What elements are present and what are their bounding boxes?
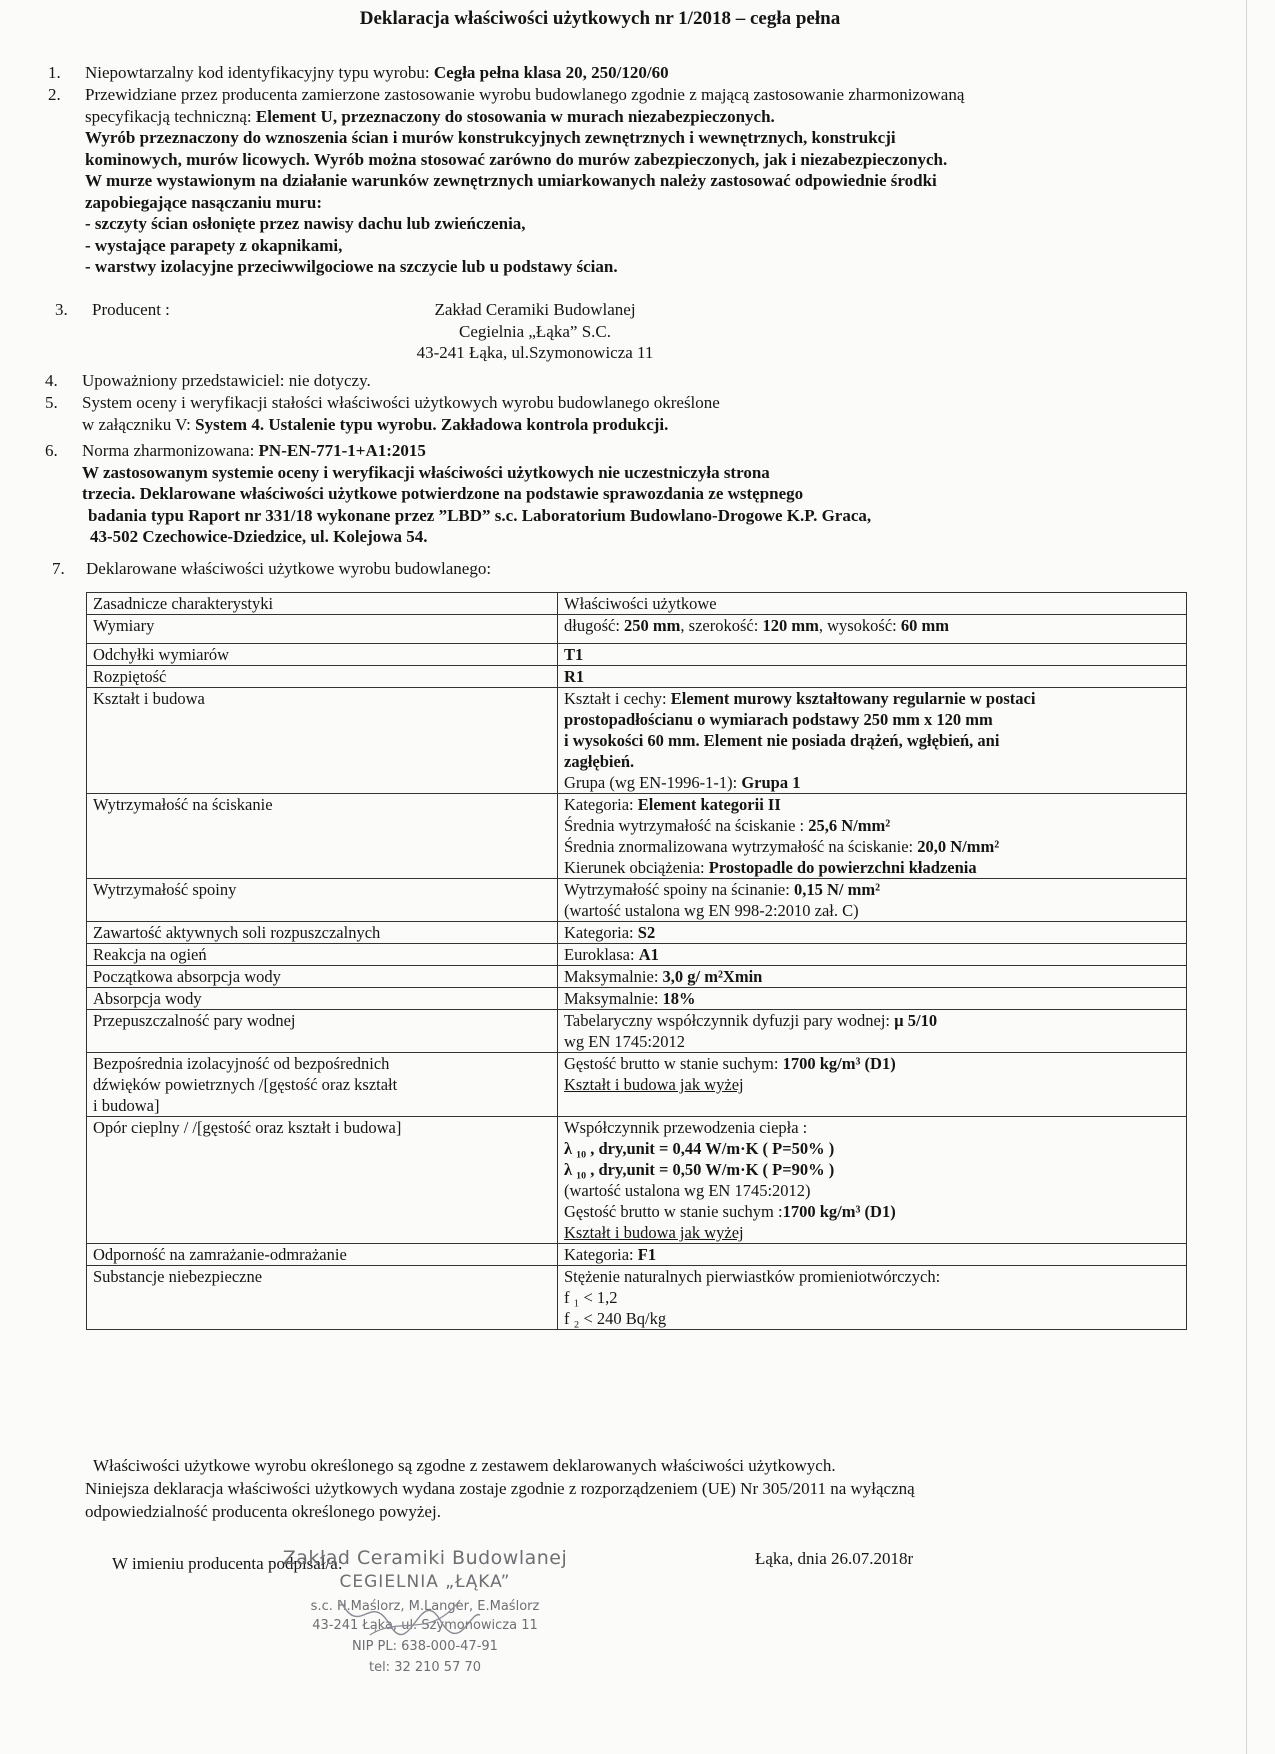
stamp-line: CEGIELNIA „ŁĄKA” <box>339 1572 511 1592</box>
item-number: 7. <box>52 559 65 578</box>
value-line <box>564 1053 1180 1074</box>
value-bold: 25,6 N/mm² <box>808 816 891 835</box>
item-6-text: Norma zharmonizowana: <box>82 441 259 460</box>
value-text: Gęstość brutto w stanie suchym : <box>564 1202 783 1221</box>
value-text: , wysokość: <box>818 616 901 635</box>
stamp-line: tel: 32 210 57 70 <box>368 1660 482 1675</box>
place-date: Łąka, dnia 26.07.2018r <box>755 1549 914 1568</box>
value-bold: 18% <box>662 989 696 1008</box>
item-number: 5. <box>45 393 58 412</box>
value-line: Stężenie naturalnych pierwiastków promieniotwórczych: <box>564 1267 941 1286</box>
value-bold: 20,0 N/mm² <box>917 837 1000 856</box>
value-text: Maksymalnie: <box>564 989 663 1008</box>
value-text: Średnia wytrzymałość na ściskanie : <box>564 816 809 835</box>
stamp-line: NIP PL: 638-000-47-91 <box>352 1639 498 1654</box>
value-text: Kategoria: <box>564 795 638 814</box>
value-bold: A1 <box>638 945 659 964</box>
value-bold: Grupa 1 <box>741 773 801 792</box>
label-line: Bezpośrednia izolacyjność od bezpośrednich <box>93 1054 390 1073</box>
row-value <box>558 688 1187 794</box>
value-bold: 0,15 N/ mm² <box>793 880 881 899</box>
item-6-line: trzecia. Deklarowane właściwości użytkowe potwierdzone na podstawie sprawozdania ze wstępnego <box>82 484 804 503</box>
row-label: Opór cieplny / /[gęstość oraz kształt i budowa] <box>87 1117 558 1244</box>
item-number: 4. <box>45 371 58 390</box>
value-bold: Element murowy kształtowany regularnie w postaci <box>670 689 1036 708</box>
item-number: 6. <box>45 441 58 460</box>
item-1 <box>85 62 669 84</box>
row-label: Zawartość aktywnych soli rozpuszczalnych <box>87 922 558 944</box>
item-2-bold: Element U, przeznaczony do stosowania w murach niezabezpieczonych. <box>255 106 775 126</box>
row-label: Rozpiętość <box>87 666 558 688</box>
row-value <box>558 1010 1187 1053</box>
row-value <box>558 794 1187 879</box>
row-value <box>558 879 1187 922</box>
value-line <box>564 772 1180 793</box>
value-text: Grupa (wg EN-1996-1-1): <box>564 773 742 792</box>
row-value <box>558 966 1187 988</box>
item-2-line: zapobiegające nasączaniu muru: <box>85 192 323 212</box>
item-4: Upoważniony przedstawiciel: nie dotyczy. <box>82 371 371 390</box>
value-line: f ₁ < 1,2 <box>564 1288 618 1307</box>
value-line: prostopadłościanu o wymiarach podstawy 250 mm x 120 mm <box>564 710 993 729</box>
row-value <box>558 1053 1187 1117</box>
table-row <box>87 1010 1187 1053</box>
producer-address <box>380 299 690 364</box>
item-5-line: System oceny i weryfikacji stałości właściwości użytkowych wyrobu budowlanego określone <box>82 393 720 412</box>
stamp-line: s.c. H.Maślorz, M.Langer, E.Maślorz <box>310 1599 540 1614</box>
row-label: Odchyłki wymiarów <box>87 644 558 666</box>
row-label: Reakcja na ogień <box>87 944 558 966</box>
value-text: , szerokość: <box>680 616 763 635</box>
value-bold: Element kategorii II <box>637 795 781 814</box>
item-6-line: W zastosowanym systemie oceny i weryfikacji właściwości użytkowych nie uczestniczyła strona <box>82 462 770 482</box>
row-value: T1 <box>558 644 1187 666</box>
item-5-text: w załączniku V: <box>82 414 196 434</box>
value-line: λ ₁₀ , dry,unit = 0,44 W/m·K ( P=50% ) <box>564 1139 835 1158</box>
value-bold: 3,0 g/ m²Xmin <box>662 967 763 986</box>
row-label: Wymiary <box>87 615 558 644</box>
value-line <box>564 879 1180 900</box>
label-line: dźwięków powietrznych /[gęstość oraz kształt <box>93 1075 398 1094</box>
table-row <box>87 1266 1187 1330</box>
table-row <box>87 1053 1187 1117</box>
value-line: λ ₁₀ , dry,unit = 0,50 W/m·K ( P=90% ) <box>564 1160 835 1179</box>
table-row <box>87 644 1187 666</box>
row-value <box>558 922 1187 944</box>
declaration-text <box>85 1455 915 1524</box>
value-bold: 1700 kg/m³ (D1) <box>782 1054 896 1073</box>
item-number: 3. <box>55 300 68 319</box>
item-6-line: 43-502 Czechowice-Dziedzice, ul. Kolejowa 54. <box>90 527 428 546</box>
item-2-text: specyfikacją techniczną: <box>85 106 256 126</box>
value-text: długość: <box>564 616 625 635</box>
item-2-line: kominowych, murów licowych. Wyrób można stosować zarówno do murów zabezpieczonych, jak i niezabezpieczonych. <box>85 149 948 169</box>
value-line <box>564 815 1180 836</box>
item-2-line: - wystające parapety z okapnikami, <box>85 235 343 255</box>
value-line: wg EN 1745:2012 <box>564 1032 685 1051</box>
producer-line: 43-241 Łąka, ul.Szymonowicza 11 <box>416 343 654 362</box>
row-label: Wytrzymałość spoiny <box>87 879 558 922</box>
value-line <box>564 794 1180 815</box>
row-value <box>558 988 1187 1010</box>
item-6-line: badania typu Raport nr 331/18 wykonane przez ”LBD” s.c. Laboratorium Budowlano-Drogowe K.P. Graca, <box>88 505 872 525</box>
value-text: Maksymalnie: <box>564 967 663 986</box>
value-bold: 1700 kg/m³ (D1) <box>782 1202 896 1221</box>
value-line: Współczynnik przewodzenia ciepła : <box>564 1118 808 1137</box>
handwritten-signature <box>330 1580 490 1650</box>
value-bold: µ 5/10 <box>894 1011 938 1030</box>
item-2-line: Wyrób przeznaczony do wznoszenia ścian i murów konstrukcyjnych zewnętrznych i wewnętrznych, konstrukcji <box>85 128 896 147</box>
table-row <box>87 944 1187 966</box>
header-cell: Właściwości użytkowe <box>558 593 1187 615</box>
item-6 <box>82 440 871 548</box>
table-row <box>87 1117 1187 1244</box>
table-row <box>87 922 1187 944</box>
row-value: R1 <box>558 666 1187 688</box>
table-row <box>87 794 1187 879</box>
table-row <box>87 615 1187 644</box>
row-label: Kształt i budowa <box>87 688 558 794</box>
item-number: 1. <box>48 63 61 82</box>
row-value <box>558 1266 1187 1330</box>
declaration-line: odpowiedzialność producenta określonego powyżej. <box>85 1502 441 1521</box>
value-line <box>564 688 1180 709</box>
value-text: Tabelaryczny współczynnik dyfuzji pary wodnej: <box>564 1011 895 1030</box>
value-text: Kategoria: <box>564 1245 638 1264</box>
value-line <box>564 836 1180 857</box>
row-label: Początkowa absorpcja wody <box>87 966 558 988</box>
producer-line: Cegielnia „Łąka” S.C. <box>458 321 611 341</box>
item-2-line: W murze wystawionym na działanie warunków zewnętrznych umiarkowanych należy zastosować odpowiednie środki <box>85 171 937 190</box>
item-number: 2. <box>48 85 61 104</box>
item-5-bold: System 4. Ustalenie typu wyrobu. Zakładowa kontrola produkcji. <box>195 414 669 434</box>
value-text: Średnia znormalizowana wytrzymałość na ściskanie: <box>564 837 918 856</box>
value-line: f ₂ < 240 Bq/kg <box>564 1309 667 1328</box>
value-line: Kształt i budowa jak wyżej <box>564 1223 744 1242</box>
value-bold: F1 <box>637 1245 657 1264</box>
item-2-line <box>85 106 964 128</box>
declaration-line: Niniejsza deklaracja właściwości użytkowych wydana zostaje zgodnie z rozporządzeniem (UE) Nr 305/2011 na wyłączną <box>85 1479 915 1498</box>
value-line: (wartość ustalona wg EN 1745:2012) <box>564 1181 811 1200</box>
row-label: Absorpcja wody <box>87 988 558 1010</box>
table-row <box>87 879 1187 922</box>
value-text: Kształt i cechy: <box>564 689 671 708</box>
header-cell: Zasadnicze charakterystyki <box>87 593 558 615</box>
product-code: Cegła pełna klasa 20, 250/120/60 <box>433 63 669 82</box>
value-line: (wartość ustalona wg EN 998-2:2010 zał. C) <box>564 901 859 920</box>
row-label <box>87 1053 558 1117</box>
item-5 <box>82 392 720 435</box>
item-2 <box>85 84 964 278</box>
value-bold: Prostopadle do powierzchni kładzenia <box>708 858 977 877</box>
row-value <box>558 944 1187 966</box>
value-text: Euroklasa: <box>564 945 639 964</box>
value-line: i wysokości 60 mm. Element nie posiada drążeń, wgłębień, ani <box>564 731 1000 750</box>
declaration-line: Właściwości użytkowe wyrobu określonego są zgodne z zestawem deklarowanych właściwości użytkowych. <box>93 1456 836 1475</box>
value-text: Gęstość brutto w stanie suchym: <box>564 1054 783 1073</box>
row-label: Odporność na zamrażanie-odmrażanie <box>87 1244 558 1266</box>
row-label: Przepuszczalność pary wodnej <box>87 1010 558 1053</box>
value-line <box>564 857 1180 878</box>
stamp-line: 43-241 Łąka, ul. Szymonowicza 11 <box>312 1618 538 1633</box>
item-2-line: - warstwy izolacyjne przeciwwilgociowe na szczycie lub u podstawy ścian. <box>85 257 618 276</box>
row-label: Substancje niebezpieczne <box>87 1266 558 1330</box>
label-line: i budowa] <box>93 1096 160 1115</box>
row-value <box>558 1117 1187 1244</box>
item-2-line: Przewidziane przez producenta zamierzone zastosowanie wyrobu budowlanego zgodnie z mającą zastosowanie zharmonizowaną <box>85 85 965 104</box>
value-line: Kształt i budowa jak wyżej <box>564 1075 744 1094</box>
table-header-row <box>87 593 1187 615</box>
document-title: Deklaracja właściwości użytkowych nr 1/2018 – cegła pełna <box>359 8 841 29</box>
value-bold: 250 mm <box>624 616 681 635</box>
value-bold: S2 <box>637 923 656 942</box>
table-row <box>87 966 1187 988</box>
value-line <box>564 1010 1180 1031</box>
producer-line: Zakład Ceramiki Budowlanej <box>434 300 636 319</box>
value-text: Kategoria: <box>564 923 638 942</box>
table-row <box>87 1244 1187 1266</box>
properties-table <box>86 592 1187 1330</box>
value-bold: 120 mm <box>762 616 819 635</box>
item-7: Deklarowane właściwości użytkowe wyrobu budowlanego: <box>86 559 492 578</box>
item-6-line <box>82 440 871 462</box>
value-bold: 60 mm <box>900 616 949 635</box>
item-2-line: - szczyty ścian osłonięte przez nawisy dachu lub zwieńczenia, <box>85 214 526 233</box>
producer-label: Producent : <box>92 300 170 319</box>
signature-caption: W imieniu producenta podpisał/a: <box>112 1554 343 1573</box>
value-line: zagłębień. <box>564 752 635 771</box>
item-5-line <box>82 414 720 436</box>
item-1-label: Niepowtarzalny kod identyfikacyjny typu wyrobu: <box>85 63 434 82</box>
norm-code: PN-EN-771-1+A1:2015 <box>258 441 426 460</box>
value-line <box>564 1201 1180 1222</box>
row-value <box>558 1244 1187 1266</box>
scan-edge-line <box>1246 0 1247 1754</box>
value-text: Kierunek obciążenia: <box>564 858 709 877</box>
table-row <box>87 666 1187 688</box>
stamp-line: Zakład Ceramiki Budowlanej <box>282 1547 568 1569</box>
row-label: Wytrzymałość na ściskanie <box>87 794 558 879</box>
row-value <box>558 615 1187 644</box>
value-text: Wytrzymałość spoiny na ścinanie: <box>564 880 794 899</box>
table-row <box>87 988 1187 1010</box>
table-row <box>87 688 1187 794</box>
